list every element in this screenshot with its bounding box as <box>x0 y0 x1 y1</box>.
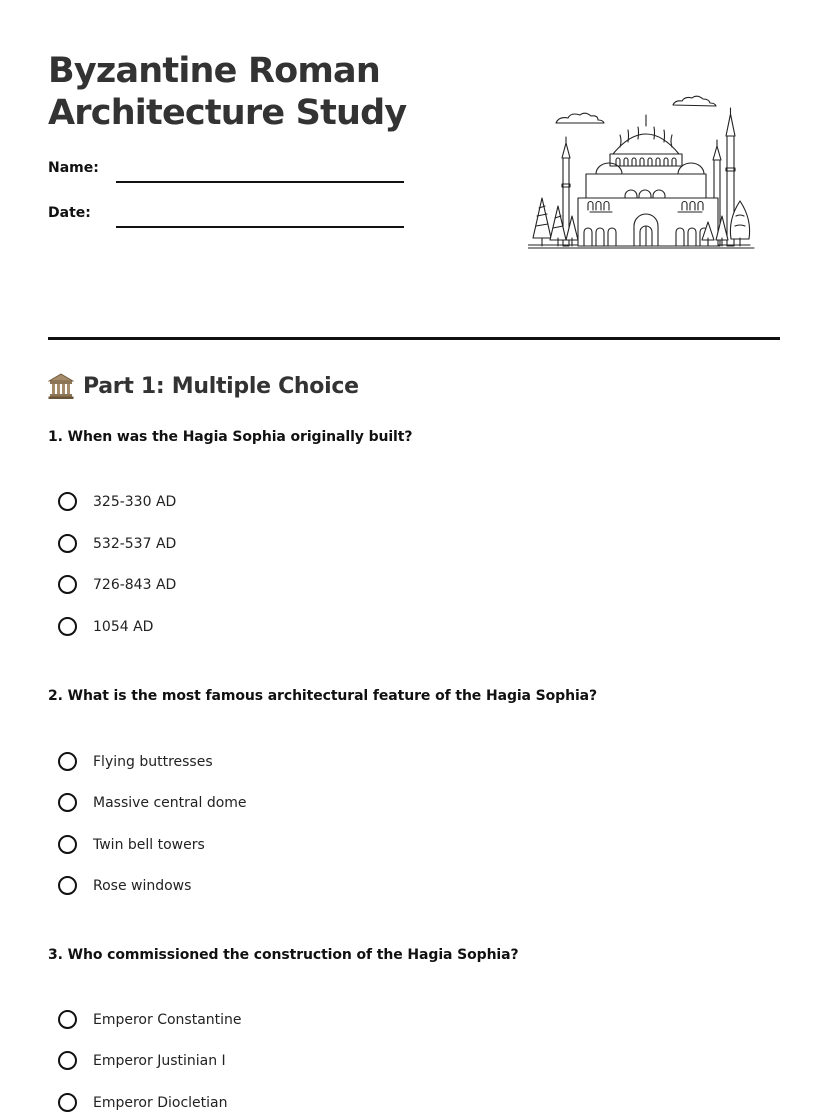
part1-title: Part 1: Multiple Choice <box>83 373 359 399</box>
q2-option-d[interactable] <box>58 876 191 895</box>
q2-option-c[interactable] <box>58 835 205 854</box>
q2-option-b[interactable] <box>58 793 247 812</box>
option-label: 532-537 AD <box>93 535 177 552</box>
option-label: Emperor Justinian I <box>93 1052 226 1069</box>
radio-button[interactable] <box>58 1093 77 1112</box>
q3-option-c[interactable] <box>58 1093 227 1112</box>
option-label: 325-330 AD <box>93 493 177 510</box>
q1-option-d[interactable] <box>58 617 153 636</box>
date-field[interactable] <box>116 226 404 228</box>
radio-button[interactable] <box>58 617 77 636</box>
section-divider <box>48 337 780 340</box>
part1-heading <box>48 372 359 400</box>
q3-option-a[interactable] <box>58 1010 242 1029</box>
option-label: Emperor Diocletian <box>93 1094 228 1111</box>
radio-button[interactable] <box>58 534 77 553</box>
hagia-sophia-illustration <box>528 88 760 254</box>
question-2-text: 2. What is the most famous architectural feature of the Hagia Sophia? <box>48 688 598 704</box>
name-field[interactable] <box>116 181 404 183</box>
option-label: 726-843 AD <box>93 576 177 593</box>
q3-option-b[interactable] <box>58 1051 226 1070</box>
question-3-text: 3. Who commissioned the construction of the Hagia Sophia? <box>48 947 519 963</box>
question-1-text: 1. When was the Hagia Sophia originally built? <box>48 429 413 445</box>
date-label: Date: <box>48 205 91 221</box>
radio-button[interactable] <box>58 876 77 895</box>
radio-button[interactable] <box>58 793 77 812</box>
radio-button[interactable] <box>58 575 77 594</box>
option-label: Emperor Constantine <box>93 1011 242 1028</box>
q1-option-c[interactable] <box>58 575 176 594</box>
radio-button[interactable] <box>58 492 77 511</box>
q1-option-b[interactable] <box>58 534 176 553</box>
option-label: Massive central dome <box>93 794 247 811</box>
radio-button[interactable] <box>58 752 77 771</box>
option-label: Flying buttresses <box>93 753 213 770</box>
radio-button[interactable] <box>58 1051 77 1070</box>
q2-option-a[interactable] <box>58 752 213 771</box>
option-label: Rose windows <box>93 877 192 894</box>
option-label: 1054 AD <box>93 618 154 635</box>
q1-option-a[interactable] <box>58 492 176 511</box>
radio-button[interactable] <box>58 1010 77 1029</box>
option-label: Twin bell towers <box>93 836 205 853</box>
radio-button[interactable] <box>58 835 77 854</box>
worksheet-title: Byzantine Roman Architecture Study <box>48 51 407 133</box>
classical-building-icon <box>48 372 74 400</box>
name-label: Name: <box>48 160 99 176</box>
